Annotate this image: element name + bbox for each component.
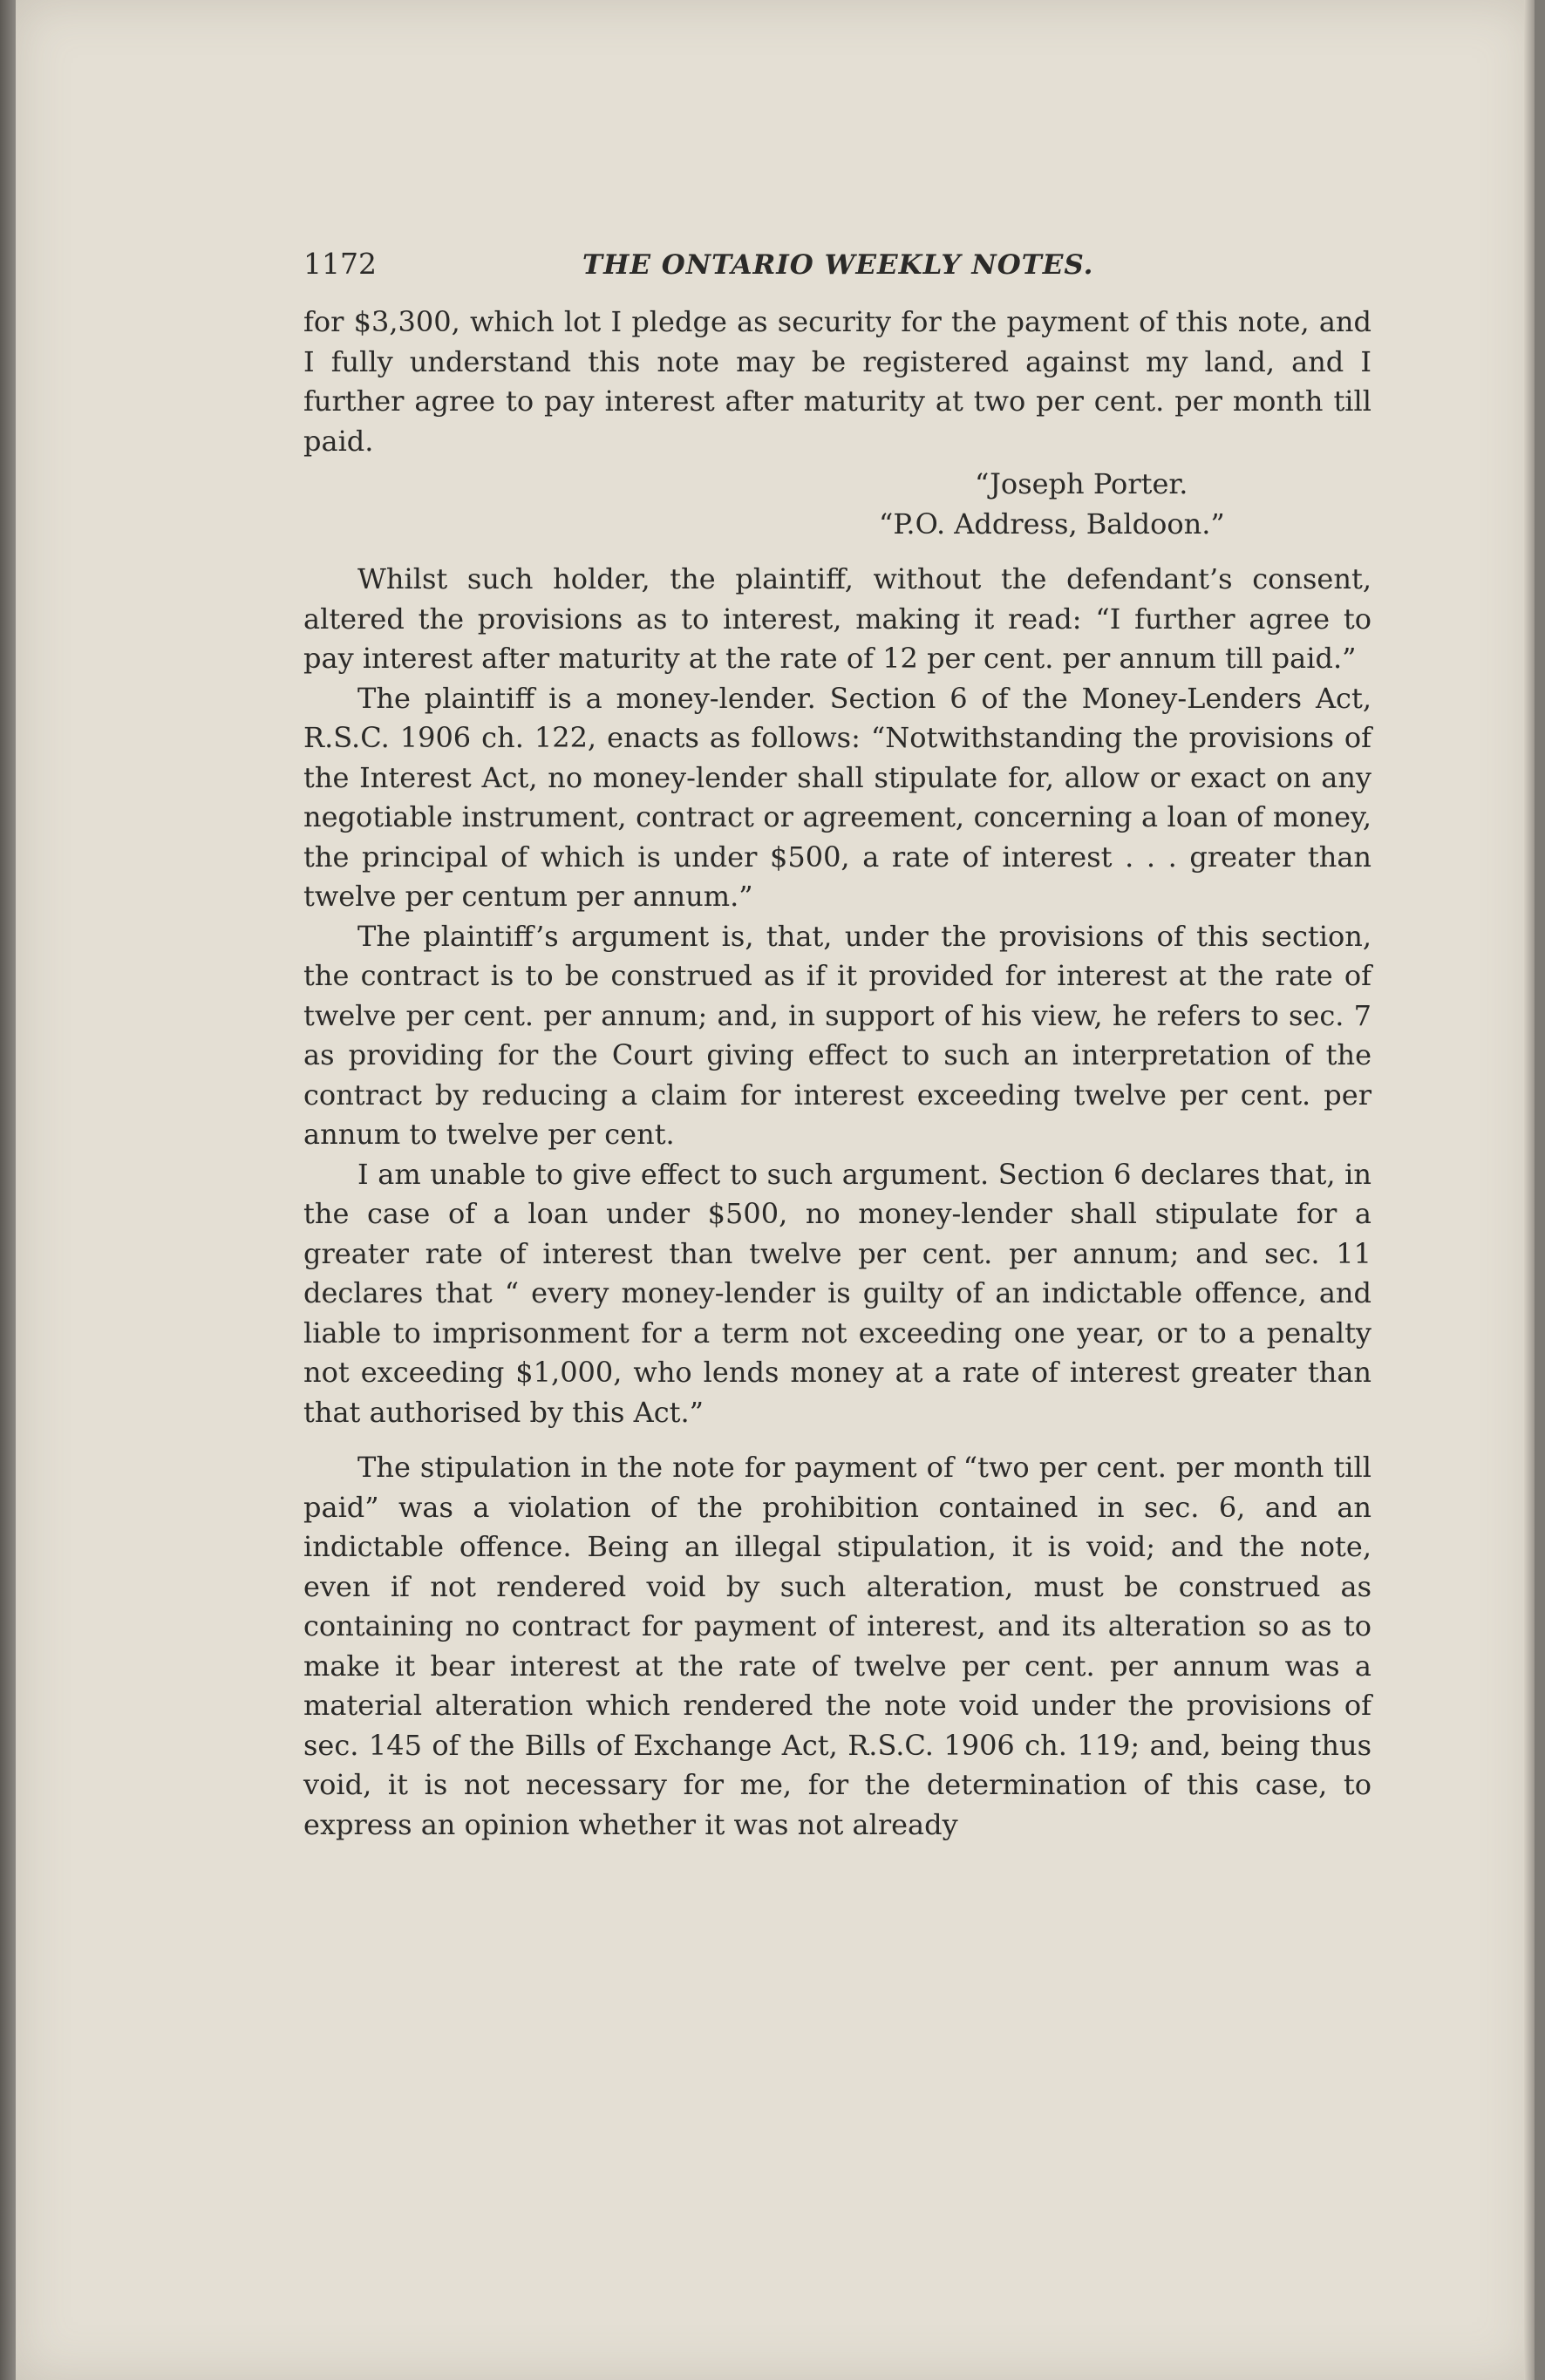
book-page xyxy=(16,0,1535,2380)
page-number: 1172 xyxy=(303,247,377,281)
page-header xyxy=(303,242,1371,287)
paragraph-stipulation: The stipulation in the note for payment of “two per cent. per month till paid” was a violation of the prohibition contained in sec. 6, and an indictable offence. Being an illegal stipulation, it is void; and the note, even if not rendered void by such alteration, must be construed as containing no contract for payment of interest, and its alteration so as to make it bear interest at the rate of twelve per cent. per annum was a material alteration which rendered the note void under the provisions of sec. 145 of the Bills of Exchange Act, R.S.C. 1906 ch. 119; and, being thus void, it is not necessary for me, for the determination of this case, to express an opinion whether it was not already xyxy=(303,1451,1371,1841)
paragraph-note-text: for $3,300, which lot I pledge as security for the payment of this note, and I fully understand this note may be registered against my land, and I further agree to pay interest after maturity at two per cent. per month till paid. xyxy=(303,305,1371,458)
paragraph-alteration: Whilst such holder, the plaintiff, without the defendant’s consent, altered the provisions as to interest, making it read: “I further agree to pay interest after maturity at the rate of 12 per cent. per annum till paid.” xyxy=(303,562,1371,675)
paragraph-ruling: I am unable to give effect to such argument. Section 6 declares that, in the case of a loan under $500, no money-lender shall stipulate for a greater rate of interest than twelve per cent. per annum; and sec. 11 declares that “ every money-lender is guilty of an indictable offence, and liable to imprisonment for a term not exceeding one year, or to a penalty not exceeding $1,000, who lends money at a rate of interest greater than that authorised by this Act.” xyxy=(303,1157,1371,1429)
note-signature xyxy=(303,465,1371,544)
running-title: THE ONTARIO WEEKLY NOTES. xyxy=(582,249,1094,281)
paragraph-argument: The plaintiff’s argument is, that, under the provisions of this section, the contract is to be construed as if it provided for interest at the rate of twelve per cent. per annum; and, in support of his view, he refers to sec. 7 as providing for the Court giving effect to such an interpretation of the contract by reducing a claim for interest exceeding twelve per cent. per annum to twelve per cent. xyxy=(303,919,1371,1151)
signature-name: “Joseph Porter. xyxy=(975,467,1188,500)
paragraph-money-lender: The plaintiff is a money-lender. Section 6 of the Money-Lenders Act, R.S.C. 1906 ch. 122, enacts as follows: “Notwithstanding the provisions of the Interest Act, no money-lender shall stipulate for, allow or exact on any negotiable instrument, contract or agreement, concerning a loan of money, the principal of which is under $500, a rate of interest . . . greater than twelve per centum per annum.” xyxy=(303,681,1371,913)
page-text xyxy=(303,242,1371,1845)
page-edge xyxy=(1524,0,1535,2380)
binding-edge xyxy=(0,0,16,2380)
signature-address: “P.O. Address, Baldoon.” xyxy=(879,507,1225,541)
